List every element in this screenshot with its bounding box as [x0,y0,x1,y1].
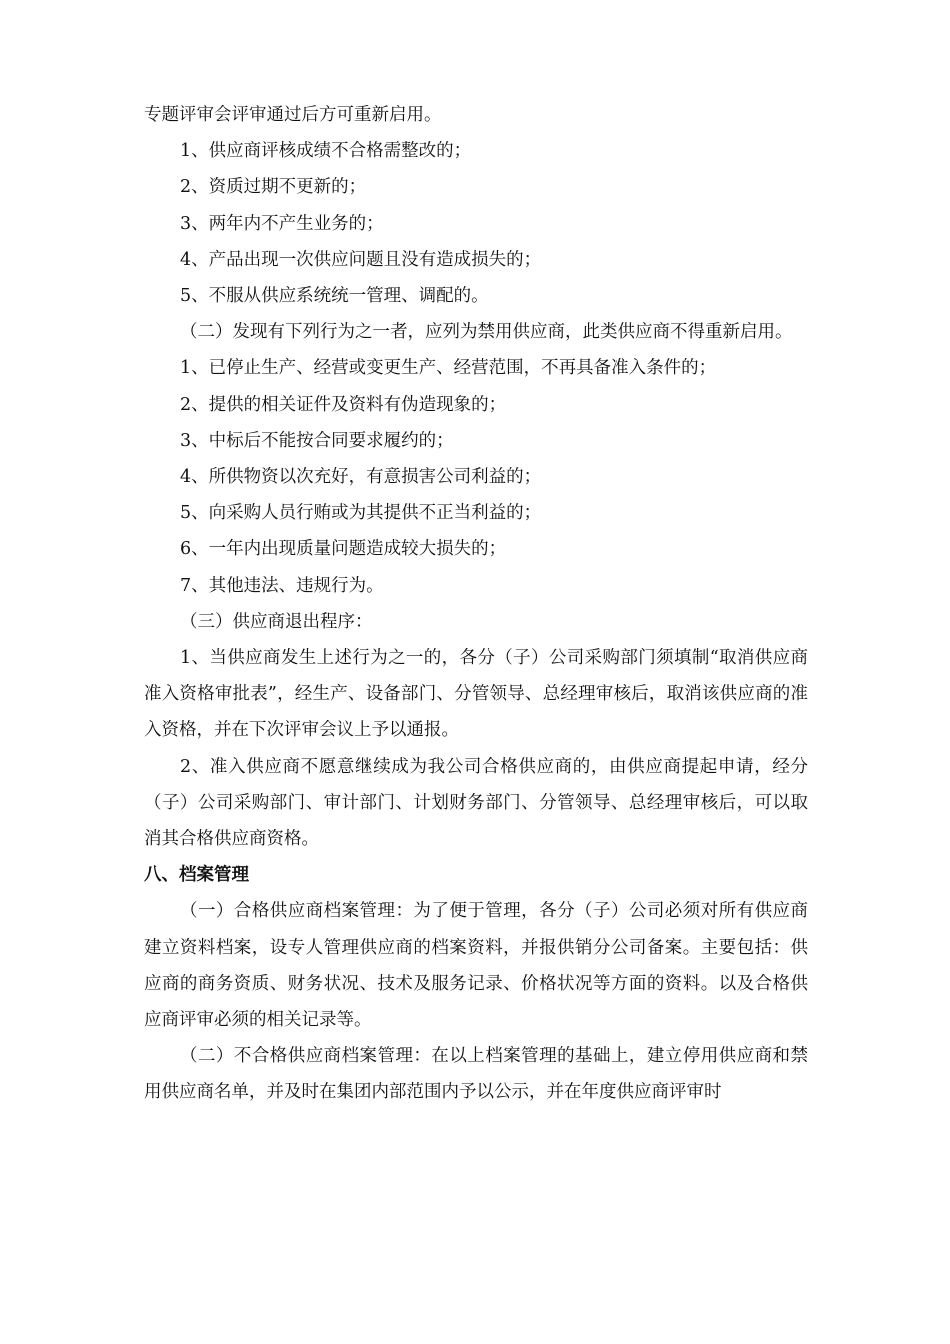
list-item-banned-1: 1、已停止生产、经营或变更生产、经营范围，不再具备准入条件的； [180,358,717,379]
document-body [144,97,808,1111]
list-item-exit-1: 1、当供应商发生上述行为之一的，各分（子）公司采购部门须填制“取消供应商准入资格审批表”，经生产、设备部门、分管领导、总经理审核后，取消该供应商的准入资格，并在下次评审会议上予以通报。 [144,648,808,741]
section-qualified-archive: （一）合格供应商档案管理：为了便于管理，各分（子）公司必须对所有供应商建立资料档案，设专人管理供应商的档案资料，并报供销分公司备案。主要包括：供应商的商务资质、财务状况、技术及服务记录、价格状况等方面的资料。以及合格供应商评审必须的相关记录等。 [144,901,808,1031]
chapter-heading-archive: 八、档案管理 [144,865,249,886]
section-exit-procedure: （三）供应商退出程序： [180,611,373,632]
section-unqualified-archive: （二）不合格供应商档案管理：在以上档案管理的基础上，建立停用供应商和禁用供应商名单，并及时在集团内部范围内予以公示，并在年度供应商评审时 [144,1046,808,1103]
list-item-suspend-1: 1、供应商评核成绩不合格需整改的； [180,141,472,162]
list-item-banned-6: 6、一年内出现质量问题造成较大损失的； [180,539,507,560]
section-banned-suppliers: （二）发现有下列行为之一者，应列为禁用供应商，此类供应商不得重新启用。 [180,322,793,343]
list-item-suspend-4: 4、产品出现一次供应问题且没有造成损失的； [180,249,542,270]
list-item-banned-3: 3、中标后不能按合同要求履约的； [180,430,454,451]
list-item-banned-7: 7、其他违法、违规行为。 [180,575,384,596]
list-item-exit-2: 2、准入供应商不愿意继续成为我公司合格供应商的，由供应商提起申请，经分（子）公司采购部门、审计部门、计划财务部门、分管领导、总经理审核后，可以取消其合格供应商资格。 [144,756,808,850]
list-item-banned-5: 5、向采购人员行贿或为其提供不正当利益的； [180,503,542,524]
list-item-suspend-5: 5、不服从供应系统统一管理、调配的。 [180,286,489,307]
list-item-suspend-2: 2、资质过期不更新的； [180,177,367,198]
list-item-suspend-3: 3、两年内不产生业务的； [180,213,384,234]
paragraph-reenable-note: 专题评审会评审通过后方可重新启用。 [144,105,442,125]
list-item-banned-2: 2、提供的相关证件及资料有伪造现象的； [180,394,507,415]
list-item-banned-4: 4、所供物资以次充好，有意损害公司利益的； [180,467,542,488]
